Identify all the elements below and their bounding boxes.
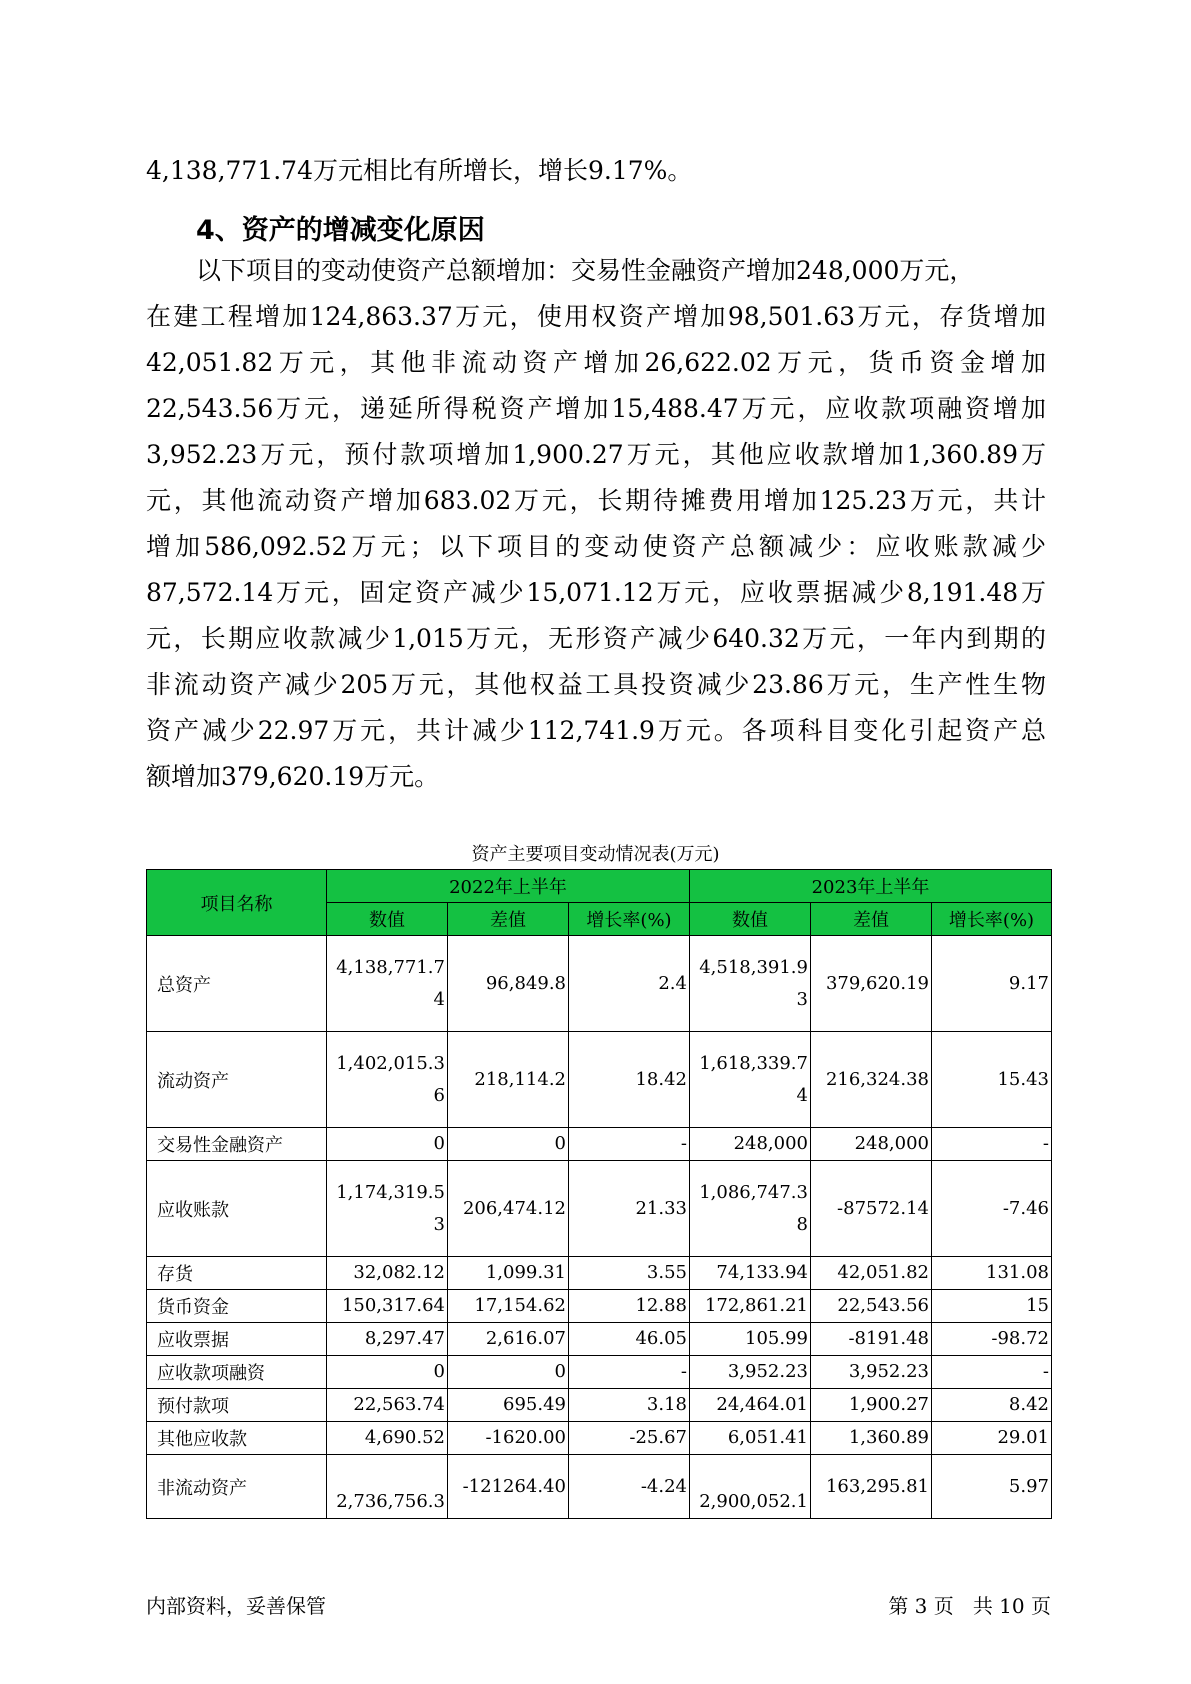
table-row [147,936,1052,1032]
cell-rate-2022: -4.24 [569,1455,690,1519]
cell-rate-2023: - [932,1128,1052,1161]
cell-diff-2023: 248,000 [811,1128,932,1161]
cell-value-2022: 1,402,015.36 [327,1032,448,1128]
cell-diff-2023: -8191.48 [811,1323,932,1356]
cell-rate-2023: 8.42 [932,1389,1052,1422]
paragraph-line: 22,543.56万元，递延所得税资产增加15,488.47万元，应收款项融资增加 [146,394,1046,423]
row-name: 流动资产 [147,1032,327,1128]
cell-value-2023: 248,000 [690,1128,811,1161]
footer-page-number: 第 3 页 共 10 页 [888,1594,1051,1618]
paragraph-line: 87,572.14万元，固定资产减少15,071.12万元，应收票据减少8,191.48万 [146,578,1046,607]
cell-value-2023: 2,900,052.1 [690,1455,811,1519]
cell-value-2023: 3,952.23 [690,1356,811,1389]
cell-rate-2022: 18.42 [569,1032,690,1128]
cell-value-2022: 2,736,756.3 [327,1455,448,1519]
cell-diff-2023: 42,051.82 [811,1257,932,1290]
cell-rate-2023: 29.01 [932,1422,1052,1455]
row-name: 应收款项融资 [147,1356,327,1389]
cell-rate-2022: 2.4 [569,936,690,1032]
header-diff-2023: 差值 [811,903,932,936]
cell-diff-2022: -1620.00 [448,1422,569,1455]
cell-diff-2023: 1,360.89 [811,1422,932,1455]
table-row [147,1257,1052,1290]
section-heading: 4、资产的增减变化原因 [196,215,485,246]
header-item-name: 项目名称 [147,870,327,936]
cell-rate-2022: - [569,1356,690,1389]
paragraph-line: 增加586,092.52万元；以下项目的变动使资产总额减少：应收账款减少 [146,532,1046,561]
row-name: 交易性金融资产 [147,1128,327,1161]
cell-rate-2023: 9.17 [932,936,1052,1032]
lead-line: 4,138,771.74万元相比有所增长，增长9.17%。 [146,156,693,185]
paragraph-line: 在建工程增加124,863.37万元，使用权资产增加98,501.63万元，存货增加 [146,302,1046,331]
table-row [147,1389,1052,1422]
cell-diff-2023: 22,543.56 [811,1290,932,1323]
cell-value-2022: 150,317.64 [327,1290,448,1323]
cell-value-2022: 32,082.12 [327,1257,448,1290]
cell-diff-2022: 695.49 [448,1389,569,1422]
cell-value-2023: 172,861.21 [690,1290,811,1323]
header-value-2022: 数值 [327,903,448,936]
cell-rate-2022: 3.18 [569,1389,690,1422]
cell-value-2023: 74,133.94 [690,1257,811,1290]
cell-diff-2022: 0 [448,1128,569,1161]
paragraph-line: 资产减少22.97万元，共计减少112,741.9万元。各项科目变化引起资产总 [146,716,1046,745]
paragraph-line: 元，长期应收款减少1,015万元，无形资产减少640.32万元，一年内到期的 [146,624,1046,653]
row-name: 预付款项 [147,1389,327,1422]
row-name: 货币资金 [147,1290,327,1323]
cell-value-2023: 4,518,391.93 [690,936,811,1032]
cell-rate-2022: 46.05 [569,1323,690,1356]
cell-diff-2022: 96,849.8 [448,936,569,1032]
paragraph-line: 额增加379,620.19万元。 [146,762,440,791]
cell-rate-2023: -7.46 [932,1161,1052,1257]
cell-rate-2023: -98.72 [932,1323,1052,1356]
cell-value-2023: 1,618,339.74 [690,1032,811,1128]
paragraph-line: 元，其他流动资产增加683.02万元，长期待摊费用增加125.23万元，共计 [146,486,1046,515]
header-rate-2022: 增长率(%) [569,903,690,936]
row-name: 应收票据 [147,1323,327,1356]
cell-value-2022: 8,297.47 [327,1323,448,1356]
assets-change-table [146,869,1052,1519]
cell-rate-2023: 131.08 [932,1257,1052,1290]
paragraph-line: 非流动资产减少205万元，其他权益工具投资减少23.86万元，生产性生物 [146,670,1046,699]
cell-rate-2022: - [569,1128,690,1161]
cell-rate-2022: 12.88 [569,1290,690,1323]
table-row [147,1323,1052,1356]
table-row [147,1161,1052,1257]
row-name: 其他应收款 [147,1422,327,1455]
cell-value-2023: 105.99 [690,1323,811,1356]
table-caption: 资产主要项目变动情况表(万元) [471,844,720,865]
footer-confidential-note: 内部资料，妥善保管 [146,1594,326,1618]
cell-diff-2023: 379,620.19 [811,936,932,1032]
cell-diff-2023: 1,900.27 [811,1389,932,1422]
cell-rate-2022: -25.67 [569,1422,690,1455]
table-row [147,1128,1052,1161]
header-value-2023: 数值 [690,903,811,936]
paragraph-line: 3,952.23万元，预付款项增加1,900.27万元，其他应收款增加1,360.89万 [146,440,1046,469]
cell-value-2022: 4,690.52 [327,1422,448,1455]
cell-diff-2023: 3,952.23 [811,1356,932,1389]
cell-value-2023: 6,051.41 [690,1422,811,1455]
paragraph-line: 以下项目的变动使资产总额增加：交易性金融资产增加248,000万元， [196,256,975,285]
cell-value-2022: 4,138,771.74 [327,936,448,1032]
cell-value-2022: 22,563.74 [327,1389,448,1422]
table-row [147,1422,1052,1455]
cell-diff-2023: 163,295.81 [811,1455,932,1519]
table-row [147,1032,1052,1128]
row-name: 总资产 [147,936,327,1032]
header-period-2022: 2022年上半年 [327,870,690,903]
cell-value-2023: 24,464.01 [690,1389,811,1422]
table-row [147,1455,1052,1519]
cell-value-2022: 0 [327,1356,448,1389]
cell-rate-2022: 21.33 [569,1161,690,1257]
cell-rate-2023: - [932,1356,1052,1389]
cell-diff-2022: -121264.40 [448,1455,569,1519]
cell-diff-2022: 0 [448,1356,569,1389]
cell-diff-2022: 1,099.31 [448,1257,569,1290]
cell-diff-2022: 218,114.2 [448,1032,569,1128]
cell-rate-2023: 5.97 [932,1455,1052,1519]
cell-value-2023: 1,086,747.38 [690,1161,811,1257]
header-period-2023: 2023年上半年 [690,870,1052,903]
header-rate-2023: 增长率(%) [932,903,1052,936]
cell-value-2022: 1,174,319.53 [327,1161,448,1257]
cell-value-2022: 0 [327,1128,448,1161]
cell-rate-2022: 3.55 [569,1257,690,1290]
cell-diff-2023: 216,324.38 [811,1032,932,1128]
cell-rate-2023: 15.43 [932,1032,1052,1128]
row-name: 存货 [147,1257,327,1290]
row-name: 应收账款 [147,1161,327,1257]
table-row [147,1356,1052,1389]
cell-diff-2022: 206,474.12 [448,1161,569,1257]
paragraph-line: 42,051.82万元，其他非流动资产增加26,622.02万元，货币资金增加 [146,348,1046,377]
cell-rate-2023: 15 [932,1290,1052,1323]
table-row [147,1290,1052,1323]
header-diff-2022: 差值 [448,903,569,936]
cell-diff-2022: 17,154.62 [448,1290,569,1323]
row-name: 非流动资产 [147,1455,327,1519]
cell-diff-2022: 2,616.07 [448,1323,569,1356]
cell-diff-2023: -87572.14 [811,1161,932,1257]
